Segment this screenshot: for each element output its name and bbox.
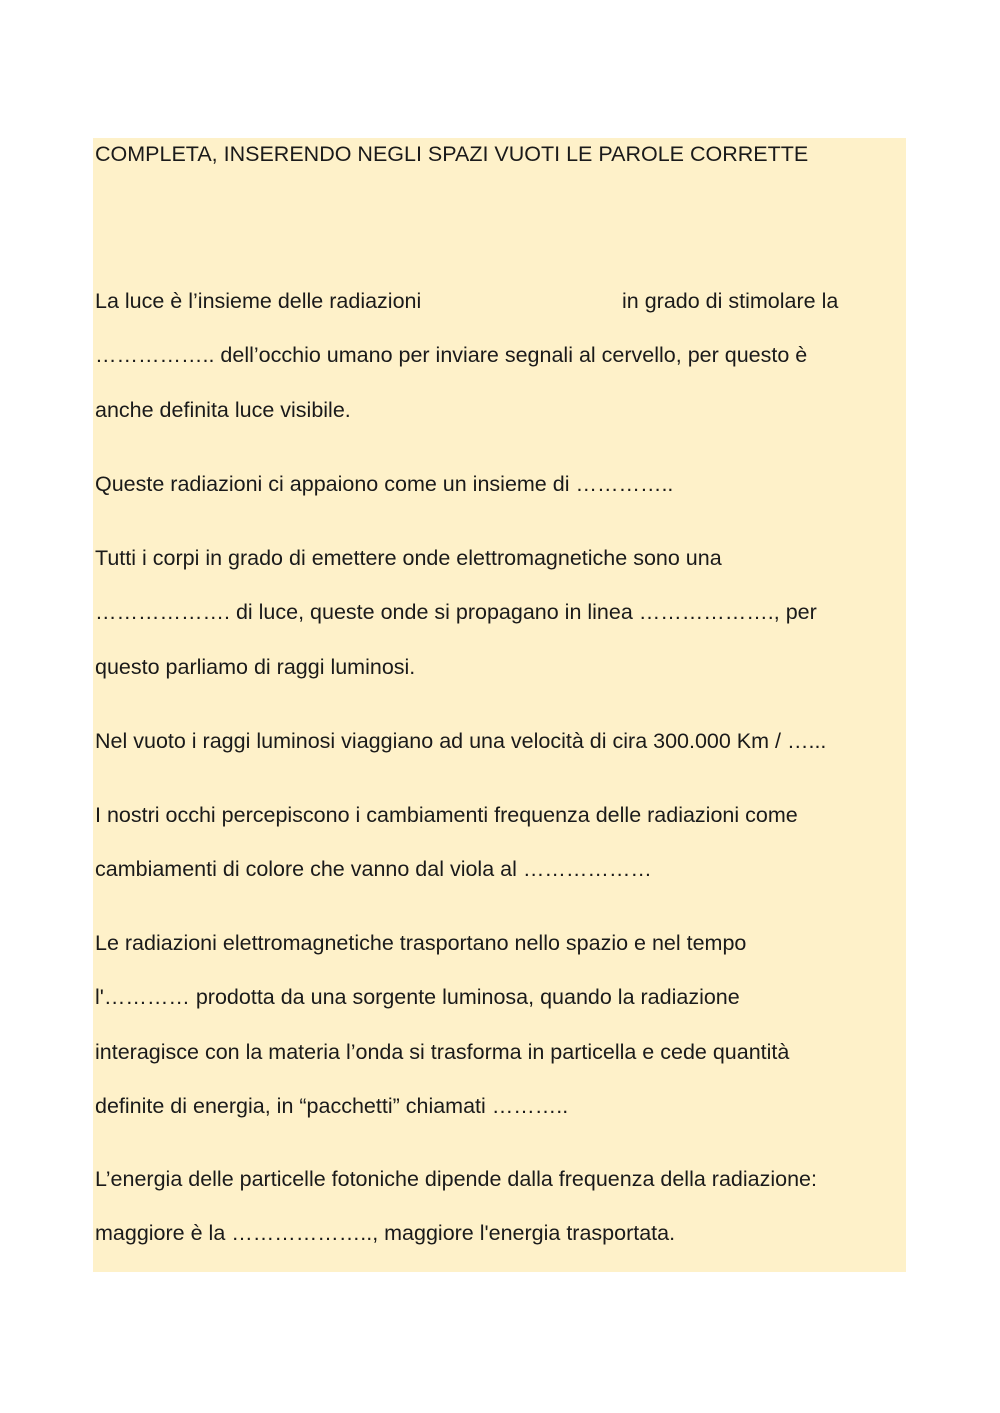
paragraph-line-after-gap: in grado di stimolare la: [622, 289, 839, 313]
paragraph-line: anche definita luce visibile.: [95, 398, 351, 422]
paragraph-line: definite di energia, in “pacchetti” chiamati ………..: [95, 1094, 569, 1118]
worksheet-title: COMPLETA, INSERENDO NEGLI SPAZI VUOTI LE PAROLE CORRETTE: [95, 142, 809, 166]
paragraph-line: Tutti i corpi in grado di emettere onde elettromagnetiche sono una: [95, 546, 722, 570]
paragraph-line: questo parliamo di raggi luminosi.: [95, 655, 416, 679]
paragraph-line: l'………… prodotta da una sorgente luminosa, quando la radiazione: [95, 985, 740, 1009]
paragraph-line: L’energia delle particelle fotoniche dipende dalla frequenza della radiazione:: [95, 1167, 817, 1191]
paragraph-line: La luce è l’insieme delle radiazioni: [95, 289, 422, 313]
paragraph-line: Le radiazioni elettromagnetiche trasportano nello spazio e nel tempo: [95, 931, 747, 955]
paragraph-line: maggiore è la ……………….., maggiore l'energia trasportata.: [95, 1221, 676, 1245]
paragraph-line: interagisce con la materia l’onda si trasforma in particella e cede quantità: [95, 1040, 790, 1064]
paragraph-line: …………….. dell’occhio umano per inviare segnali al cervello, per questo è: [95, 343, 808, 367]
paragraph-line: ………………. di luce, queste onde si propagano in linea ………………., per: [95, 600, 817, 624]
paragraph-line: Queste radiazioni ci appaiono come un insieme di …………..: [95, 472, 674, 496]
paragraph-line: Nel vuoto i raggi luminosi viaggiano ad una velocità di cira 300.000 Km / …...: [95, 729, 827, 753]
paragraph-line: cambiamenti di colore che vanno dal viola al ………………: [95, 857, 652, 881]
paragraph-line: I nostri occhi percepiscono i cambiamenti frequenza delle radiazioni come: [95, 803, 798, 827]
